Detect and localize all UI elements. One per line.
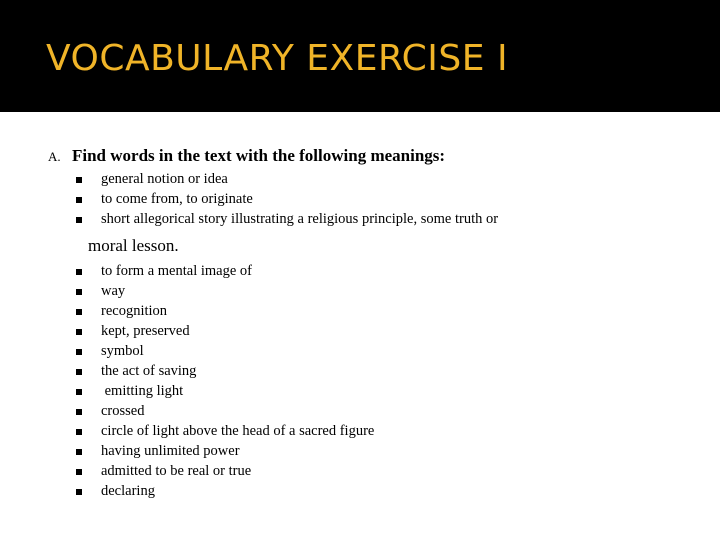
list-item: having unlimited power bbox=[76, 442, 688, 462]
list-item: recognition bbox=[76, 302, 688, 322]
square-bullet-icon bbox=[76, 289, 82, 295]
square-bullet-icon bbox=[76, 469, 82, 475]
square-bullet-icon bbox=[76, 369, 82, 375]
list-item: way bbox=[76, 282, 688, 302]
square-bullet-icon bbox=[76, 389, 82, 395]
list-item: to come from, to originate bbox=[76, 190, 688, 210]
continuation-text: moral lesson. bbox=[88, 236, 179, 255]
exercise-section bbox=[48, 146, 688, 502]
section-letter: A. bbox=[48, 149, 61, 164]
list-item: short allegorical story illustrating a religious principle, some truth or bbox=[76, 210, 688, 230]
meanings-list-first bbox=[76, 170, 688, 230]
list-item: kept, preserved bbox=[76, 322, 688, 342]
list-item: circle of light above the head of a sacred figure bbox=[76, 422, 688, 442]
slide-title: VOCABULARY EXERCISE I bbox=[46, 38, 509, 79]
square-bullet-icon bbox=[76, 329, 82, 335]
list-item: emitting light bbox=[76, 382, 688, 402]
square-bullet-icon bbox=[76, 217, 82, 223]
meanings-list-second bbox=[76, 262, 688, 502]
list-item: the act of saving bbox=[76, 362, 688, 382]
square-bullet-icon bbox=[76, 429, 82, 435]
list-item: general notion or idea bbox=[76, 170, 688, 190]
square-bullet-icon bbox=[76, 309, 82, 315]
list-item: declaring bbox=[76, 482, 688, 502]
section-heading-text: Find words in the text with the following meanings: bbox=[72, 146, 446, 165]
square-bullet-icon bbox=[76, 269, 82, 275]
list-item: to form a mental image of bbox=[76, 262, 688, 282]
title-bar bbox=[0, 0, 720, 112]
list-item: symbol bbox=[76, 342, 688, 362]
square-bullet-icon bbox=[76, 489, 82, 495]
square-bullet-icon bbox=[76, 349, 82, 355]
square-bullet-icon bbox=[76, 409, 82, 415]
square-bullet-icon bbox=[76, 449, 82, 455]
square-bullet-icon bbox=[76, 177, 82, 183]
list-item: admitted to be real or true bbox=[76, 462, 688, 482]
list-item: crossed bbox=[76, 402, 688, 422]
section-heading bbox=[48, 146, 688, 166]
square-bullet-icon bbox=[76, 197, 82, 203]
